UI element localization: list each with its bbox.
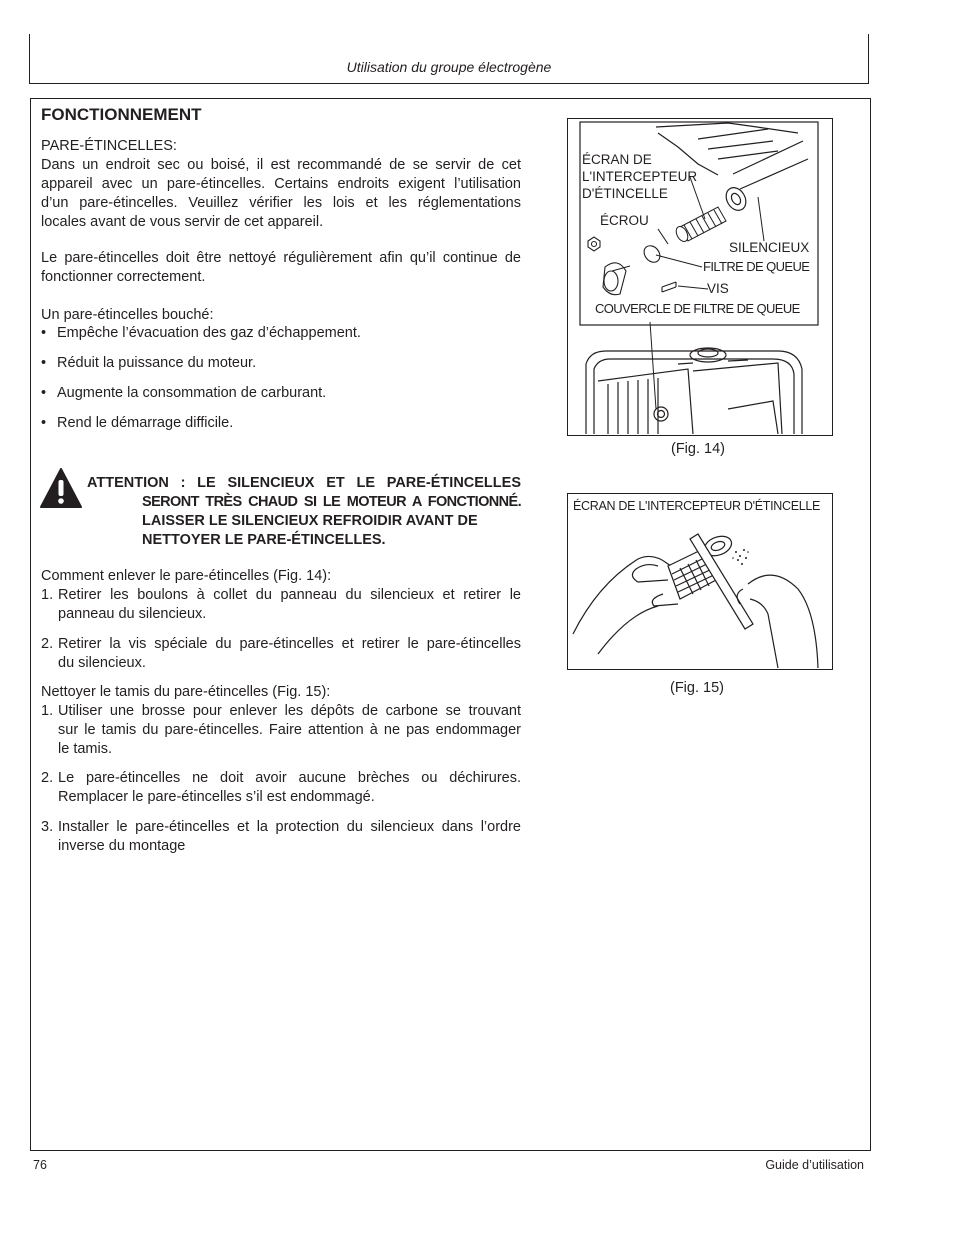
- intro-para1-line3: d’un pare-étincelles. Veuillez vérifier les lois et les réglementations: [41, 195, 521, 211]
- list-item: • Empêche l’évacuation des gaz d’échappement.: [41, 325, 361, 341]
- intro-para2-line1: Le pare-étincelles doit être nettoyé régulièrement afin qu’il continue de: [41, 250, 521, 266]
- intro-para1-line4: locales avant de vous servir de cet appareil.: [41, 214, 324, 230]
- list-item: • Augmente la consommation de carburant.: [41, 385, 327, 401]
- warning-line4: NETTOYER LE PARE-ÉTINCELLES.: [142, 532, 386, 548]
- spark-arrester-subtitle: PARE-ÉTINCELLES:: [41, 138, 177, 154]
- figure-14: [567, 118, 833, 436]
- removal-step-2: 2. Retirer la vis spéciale du pare-étincelles et retirer le pare-étincelles du silencieux.: [41, 636, 521, 671]
- label-cover: COUVERCLE DE FILTRE DE QUEUE: [595, 301, 800, 316]
- figure-15-caption: (Fig. 15): [670, 680, 724, 696]
- label-screen-line3: D'ÉTINCELLE: [582, 186, 668, 201]
- label-nut: ÉCROU: [600, 213, 649, 228]
- page-header: [29, 34, 869, 84]
- list-item: • Réduit la puissance du moteur.: [41, 355, 257, 371]
- warning-line2: SERONT TRÈS CHAUD SI LE MOTEUR A FONCTIONNÉ.: [142, 494, 521, 510]
- label-muffler: SILENCIEUX: [729, 240, 810, 255]
- warning-line3: LAISSER LE SILENCIEUX REFROIDIR AVANT DE: [142, 513, 478, 529]
- intro-para1-line2: appareil avec un pare-étincelles. Certains endroits exigent l’utilisation: [41, 176, 521, 192]
- label-tail-filter: FILTRE DE QUEUE: [703, 259, 810, 274]
- warning-line1: ATTENTION : LE SILENCIEUX ET LE PARE-ÉTINCELLES: [87, 475, 521, 491]
- cleaning-title: Nettoyer le tamis du pare-étincelles (Fig. 15):: [41, 684, 331, 700]
- screen-brushing-illustration: [568, 494, 831, 668]
- header-title: Utilisation du groupe électrogène: [346, 59, 552, 75]
- cleaning-step-1: 1. Utiliser une brosse pour enlever les dépôts de carbone se trouvant sur le tamis du pare-étincelles. Faire attention à ne pas endommager le tamis.: [41, 703, 521, 757]
- label-screw: VIS: [707, 281, 729, 296]
- clogged-title: Un pare-étincelles bouché:: [41, 307, 214, 323]
- cleaning-step-2: 2. Le pare-étincelles ne doit avoir aucune brèches ou déchirures. Remplacer le pare-étincelles s’il est endommagé.: [41, 770, 521, 805]
- page-number: 76: [33, 1158, 47, 1172]
- intro-para1-line1: Dans un endroit sec ou boisé, il est recommandé de se servir de cet: [41, 157, 521, 173]
- cleaning-step-3: 3. Installer le pare-étincelles et la protection du silencieux dans l’ordre inverse du montage: [41, 819, 521, 854]
- removal-step-1: 1. Retirer les boulons à collet du panneau du silencieux et retirer le panneau du silencieux.: [41, 587, 521, 622]
- figure-14-caption: (Fig. 14): [671, 441, 725, 457]
- label-screen-line2: L'INTERCEPTEUR: [582, 169, 698, 184]
- section-title: FONCTIONNEMENT: [41, 105, 202, 124]
- label-screen-line1: ÉCRAN DE: [582, 152, 652, 167]
- figure-15: [567, 493, 833, 670]
- label-screen: ÉCRAN DE L'INTERCEPTEUR D'ÉTINCELLE: [573, 499, 821, 513]
- list-item: • Rend le démarrage difficile.: [41, 415, 234, 431]
- footer-guide-title: Guide d’utilisation: [765, 1158, 864, 1172]
- warning-triangle-icon: [40, 468, 82, 508]
- intro-para2-line2: fonctionner correctement.: [41, 269, 206, 285]
- removal-title: Comment enlever le pare-étincelles (Fig. 14):: [41, 568, 332, 584]
